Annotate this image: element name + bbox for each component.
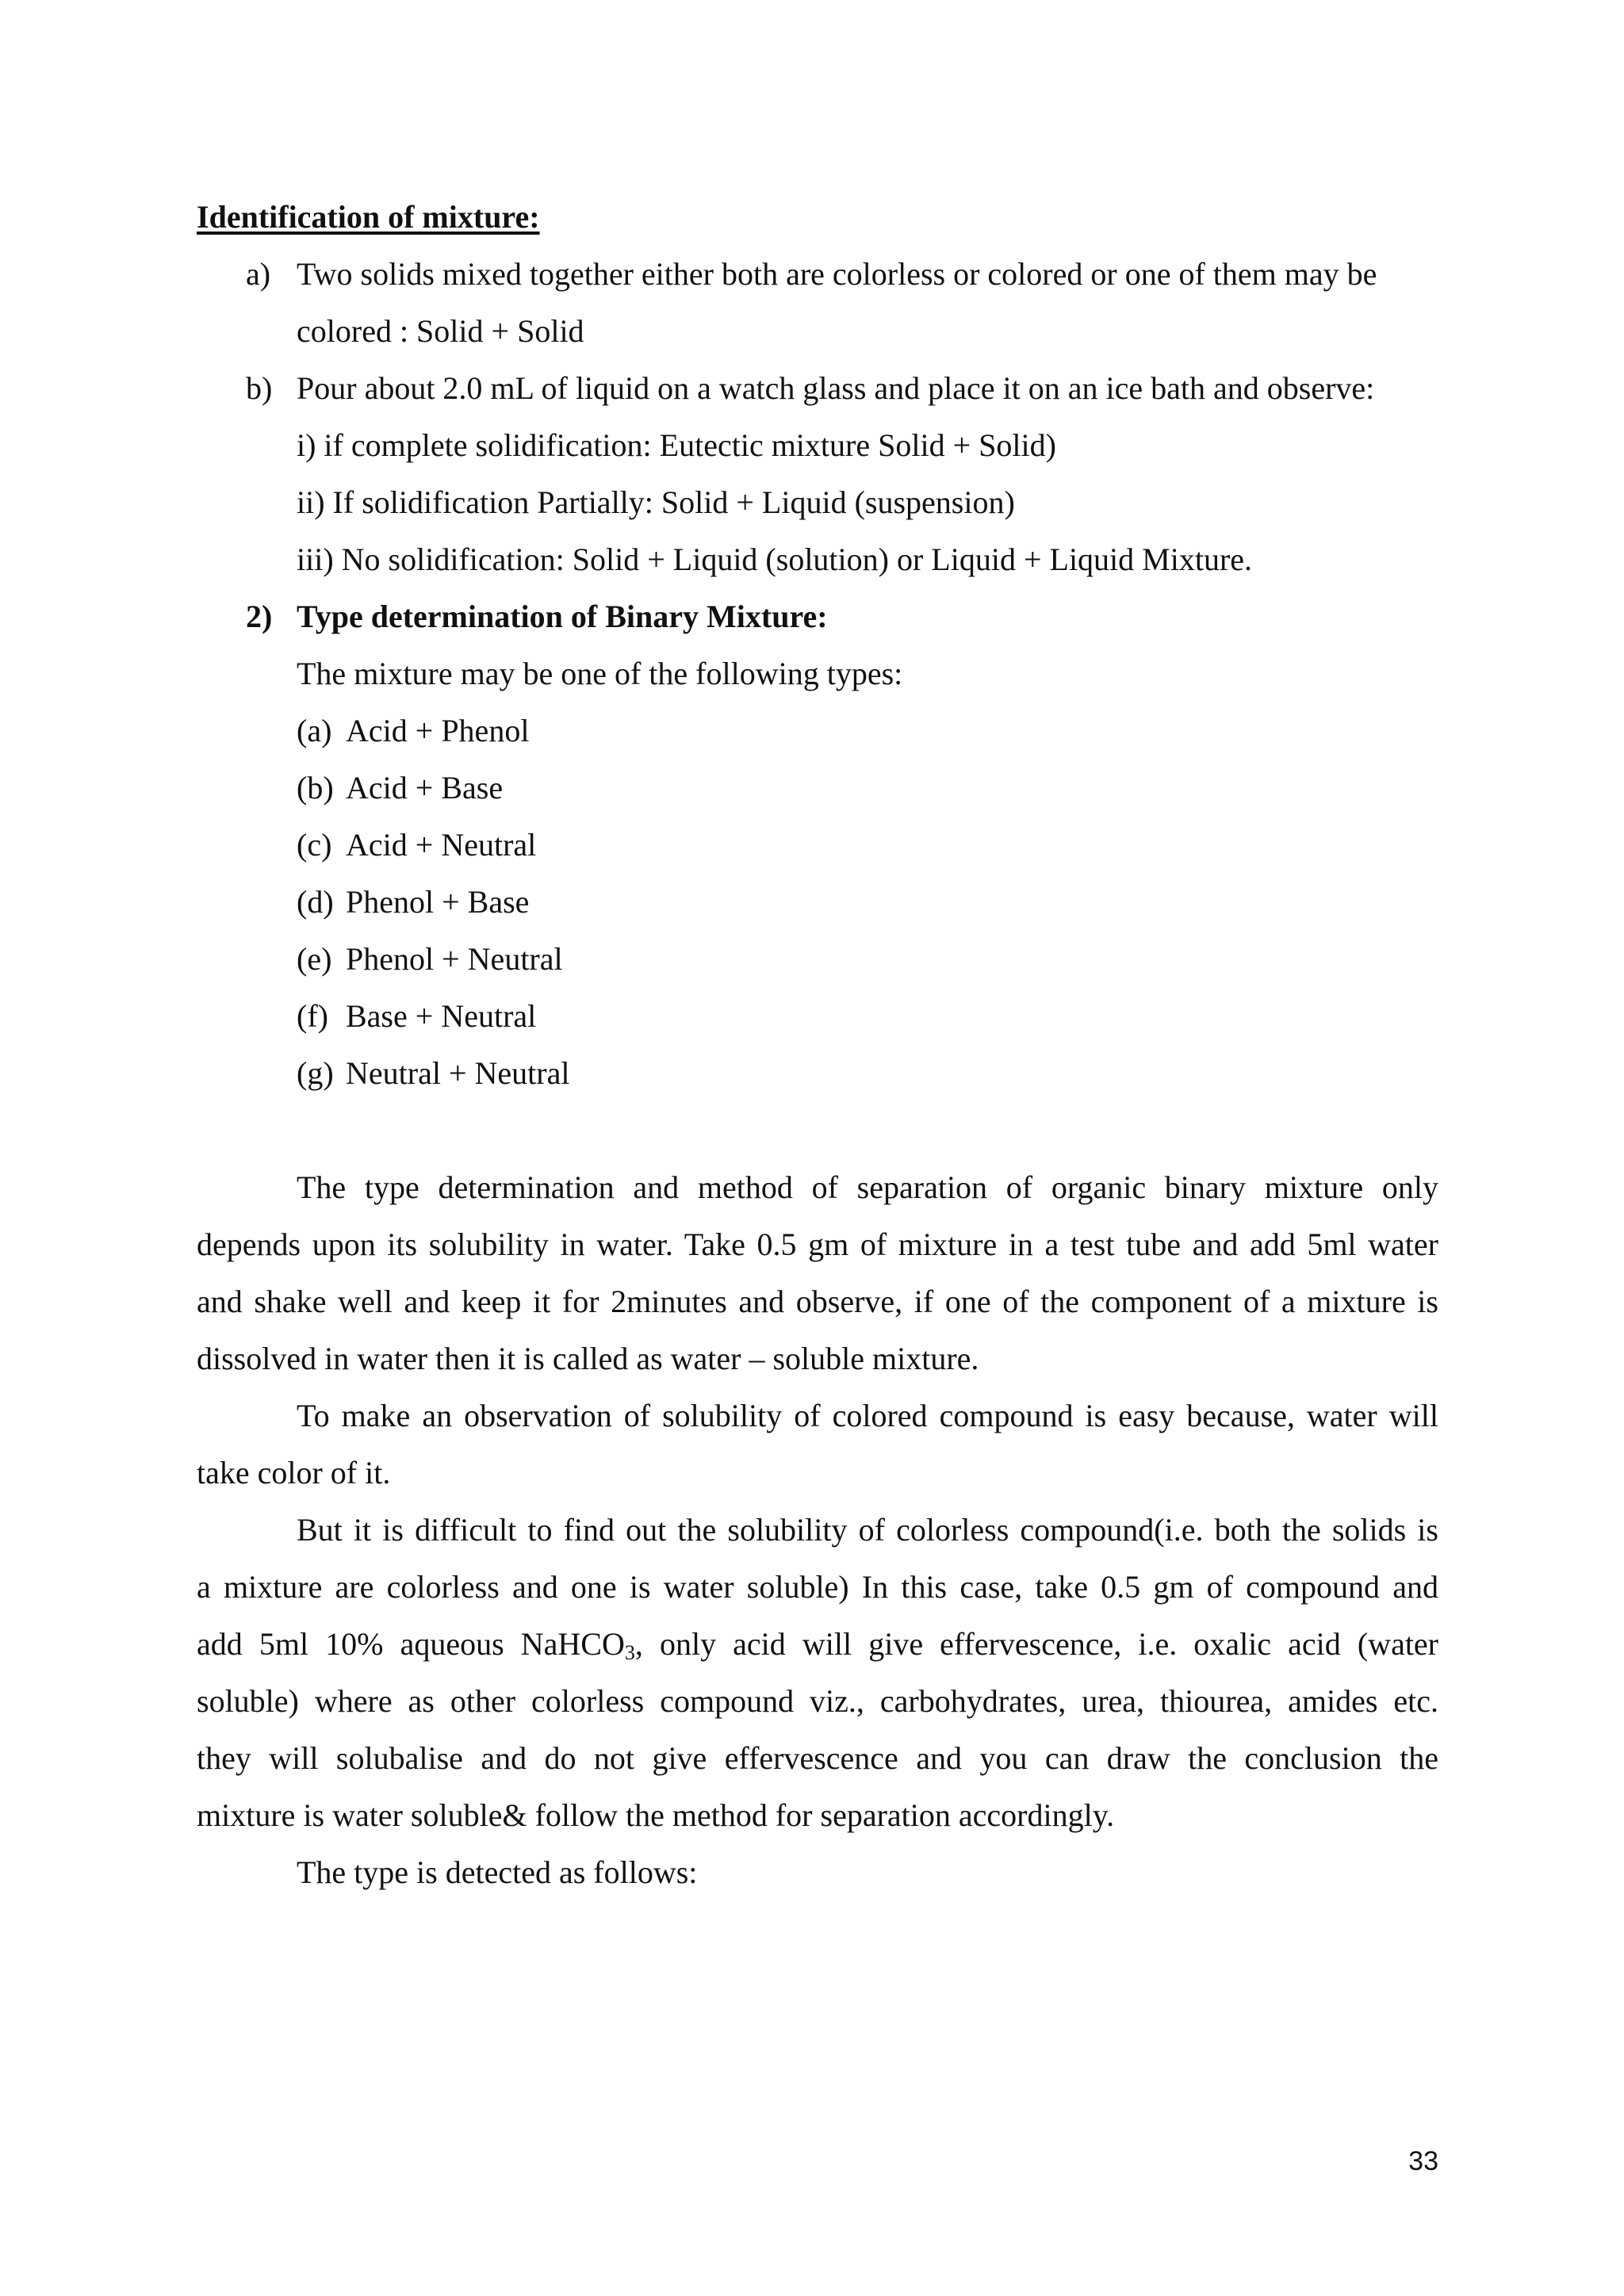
- list-item-a-line-1: Two solids mixed together either both are colorless or colored or one of them may be: [297, 256, 1377, 292]
- page-number: 33: [1408, 2146, 1438, 2176]
- list-label-b: b): [246, 370, 273, 406]
- chemical-subscript: 3: [624, 1641, 635, 1664]
- type-label-b: (b): [297, 770, 334, 806]
- type-item-b: Acid + Base: [346, 770, 504, 806]
- paragraph-4: The type is detected as follows:: [297, 1854, 698, 1890]
- paragraph-3-line-1: But it is difficult to find out the solubility of colorless compound(i.e. both the solids is: [297, 1512, 1438, 1548]
- type-item-c: Acid + Neutral: [346, 827, 537, 863]
- paragraph-3-line-3-after: , only acid will give effervescence, i.e. oxalic acid (water: [634, 1626, 1439, 1662]
- type-label-a: (a): [297, 713, 332, 748]
- list-label-a: a): [246, 256, 271, 292]
- type-item-a: Acid + Phenol: [346, 713, 530, 748]
- paragraph-1-line-4: dissolved in water then it is called as water – soluble mixture.: [197, 1341, 979, 1376]
- section-2-title: Type determination of Binary Mixture:: [297, 599, 828, 634]
- paragraph-3-line-3: [197, 1625, 1438, 1663]
- list-item-a-line-2: colored : Solid + Solid: [297, 313, 584, 349]
- sub-item-ii: ii) If solidification Partially: Solid + Liquid (suspension): [297, 484, 1015, 520]
- section-2-intro: The mixture may be one of the following types:: [297, 656, 903, 691]
- section-2-number: 2): [246, 599, 273, 634]
- type-label-g: (g): [297, 1055, 334, 1091]
- paragraph-3-line-6: mixture is water soluble& follow the method for separation accordingly.: [197, 1797, 1115, 1833]
- sub-item-i: i) if complete solidification: Eutectic mixture Solid + Solid): [297, 427, 1056, 463]
- section-heading: Identification of mixture:: [197, 199, 540, 235]
- paragraph-3-line-3-before: add 5ml 10% aqueous NaHCO: [197, 1626, 625, 1662]
- type-label-f: (f): [297, 998, 328, 1034]
- paragraph-2-line-1: To make an observation of solubility of colored compound is easy because, water will: [297, 1398, 1438, 1433]
- list-item-b-line-1: Pour about 2.0 mL of liquid on a watch glass and place it on an ice bath and observe:: [297, 370, 1375, 406]
- paragraph-1-line-1: The type determination and method of separation of organic binary mixture only: [297, 1169, 1438, 1205]
- type-label-d: (d): [297, 884, 334, 920]
- type-label-e: (e): [297, 941, 332, 977]
- paragraph-2-line-2: take color of it.: [197, 1455, 391, 1490]
- sub-item-iii: iii) No solidification: Solid + Liquid (solution) or Liquid + Liquid Mixture.: [297, 541, 1253, 577]
- type-item-g: Neutral + Neutral: [346, 1055, 570, 1091]
- paragraph-1-line-2: depends upon its solubility in water. Take 0.5 gm of mixture in a test tube and add 5ml water: [197, 1226, 1438, 1262]
- paragraph-1-line-3: and shake well and keep it for 2minutes and observe, if one of the component of a mixture is: [197, 1284, 1438, 1319]
- paragraph-3-line-4: soluble) where as other colorless compound viz., carbohydrates, urea, thiourea, amides etc.: [197, 1683, 1438, 1719]
- type-label-c: (c): [297, 827, 332, 863]
- type-item-d: Phenol + Base: [346, 884, 530, 920]
- paragraph-3-line-5: they will solubalise and do not give effervescence and you can draw the conclusion the: [197, 1740, 1438, 1776]
- type-item-f: Base + Neutral: [346, 998, 537, 1034]
- paragraph-3-line-2: a mixture are colorless and one is water soluble) In this case, take 0.5 gm of compound and: [197, 1569, 1438, 1605]
- type-item-e: Phenol + Neutral: [346, 941, 563, 977]
